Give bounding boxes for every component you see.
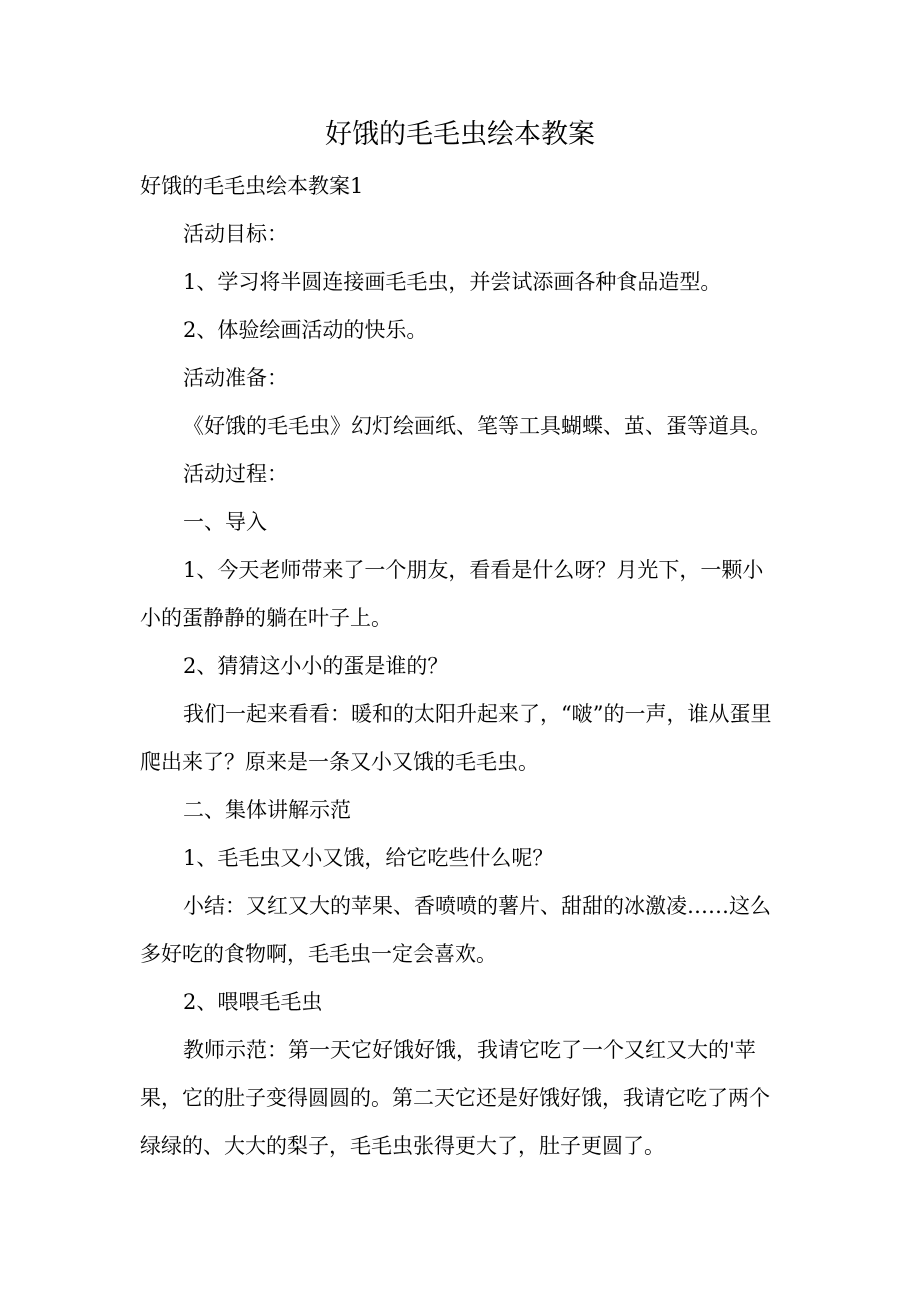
- paragraph-intro-1: [140, 546, 800, 642]
- document-title: 好饿的毛毛虫绘本教案: [325, 119, 595, 150]
- paragraph-preparation-label: [140, 354, 800, 402]
- paragraph-line: 活动目标：: [183, 222, 288, 246]
- paragraph-line: 教师示范：第一天它好饿好饿，我请它吃了一个又红又大的'苹: [183, 1038, 756, 1062]
- paragraph-preparation: [140, 402, 800, 450]
- paragraph-intro-2: [140, 642, 800, 690]
- paragraph-line: 二、集体讲解示范: [183, 798, 351, 822]
- paragraph-step-intro: [140, 498, 800, 546]
- paragraph-line: 小结：又红又大的苹果、香喷喷的薯片、甜甜的冰激凌……这么: [183, 894, 771, 918]
- paragraph-line: 多好吃的食物啊，毛毛虫一定会喜欢。: [140, 942, 497, 966]
- paragraph-intro-3: [140, 690, 800, 786]
- paragraph-line: 《好饿的毛毛虫》幻灯绘画纸、笔等工具蝴蝶、茧、蛋等道具。: [183, 414, 771, 438]
- paragraph-line: 果，它的肚子变得圆圆的。第二天它还是好饿好饿，我请它吃了两个: [140, 1086, 770, 1110]
- paragraph-objective-2: [140, 306, 800, 354]
- paragraph-line: 1、毛毛虫又小又饿，给它吃些什么呢？: [183, 846, 554, 870]
- paragraph-demo-2: [140, 978, 800, 1026]
- paragraph-demo-1: [140, 834, 800, 882]
- paragraph-line: 小的蛋静静的躺在叶子上。: [140, 606, 392, 630]
- paragraph-line: 活动过程：: [183, 462, 288, 486]
- document-body: [140, 162, 800, 1170]
- paragraph-step-demo: [140, 786, 800, 834]
- paragraph-objectives-label: [140, 210, 800, 258]
- section-heading: 好饿的毛毛虫绘本教案1: [140, 174, 364, 198]
- paragraph-summary: [140, 882, 800, 978]
- paragraph-line: 2、体验绘画活动的快乐。: [183, 318, 428, 342]
- paragraph-line: 1、学习将半圆连接画毛毛虫，并尝试添画各种食品造型。: [183, 270, 722, 294]
- paragraph-teacher-demo: [140, 1026, 800, 1170]
- paragraph-line: 活动准备：: [183, 366, 288, 390]
- paragraph-line: 爬出来了？原来是一条又小又饿的毛毛虫。: [140, 750, 539, 774]
- paragraph-line: 2、喂喂毛毛虫: [183, 990, 323, 1014]
- paragraph-line: 我们一起来看看：暖和的太阳升起来了，“啵”的一声，谁从蛋里: [183, 702, 772, 726]
- paragraph-process-label: [140, 450, 800, 498]
- paragraph-line: 2、猜猜这小小的蛋是谁的？: [183, 654, 449, 678]
- paragraph-objective-1: [140, 258, 800, 306]
- paragraph-line: 绿绿的、大大的梨子，毛毛虫张得更大了，肚子更圆了。: [140, 1134, 665, 1158]
- paragraph-line: 1、今天老师带来了一个朋友，看看是什么呀？月光下，一颗小: [183, 558, 764, 582]
- paragraph-line: 一、导入: [183, 510, 267, 534]
